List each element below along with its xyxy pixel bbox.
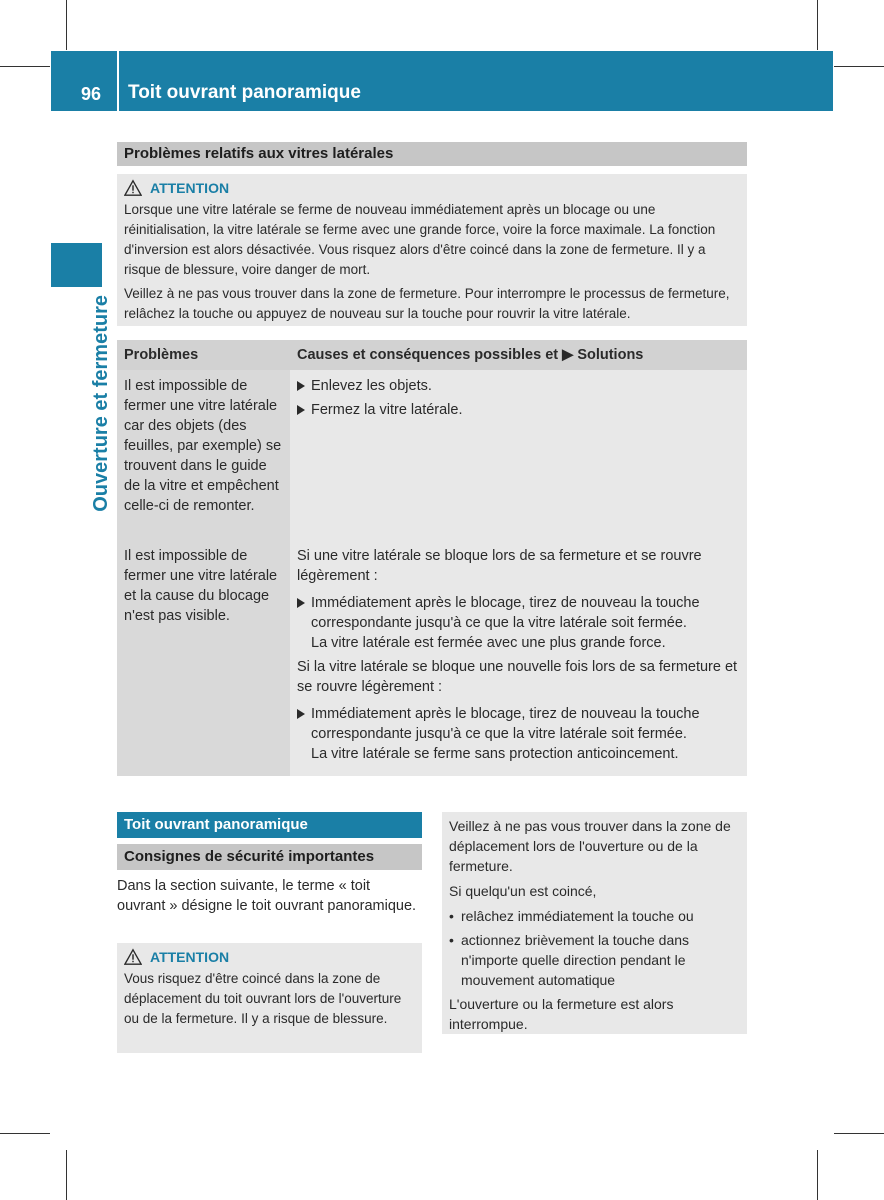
instruction-paragraph: L'ouverture ou la fermeture est alors interrompue. [449, 996, 674, 1032]
table-cell-solution [290, 370, 747, 540]
warning-paragraph: Veillez à ne pas vous trouver dans la zone de fermeture. Pour interrompre le processus de fermeture, relâchez la touche ou appuyez de nouveau sur la touche pour rouvrir la vitre latérale. [124, 286, 730, 321]
crop-mark [817, 0, 818, 50]
problems-table [117, 340, 747, 776]
crop-mark [66, 1150, 67, 1200]
table-cell-problem: Il est impossible de fermer une vitre latérale et la cause du blocage n'est pas visible. [117, 540, 290, 776]
warning-title [124, 947, 415, 967]
section-heading-side-windows: Problèmes relatifs aux vitres latérales [117, 142, 747, 166]
warning-paragraph: Lorsque une vitre latérale se ferme de nouveau immédiatement après un blocage ou une réinitialisation, la vitre latérale se ferme avec une grande force, voire la force maximale. La fonction d'inversion est alors désactivée. Vous risquez alors d'être coincé dans la zone de fermeture. Il y a risque de blessure, voire danger de mort. [124, 202, 716, 277]
instruction-paragraph: Veillez à ne pas vous trouver dans la zone de déplacement lors de l'ouverture ou de la fermeture. [449, 818, 731, 874]
safety-instructions-box [442, 812, 747, 1034]
bullet-icon: • [449, 932, 454, 948]
step-text: Enlevez les objets. [311, 378, 432, 394]
warning-title-text: ATTENTION [150, 180, 230, 196]
table-row [117, 540, 747, 776]
table-row [117, 370, 747, 540]
crop-mark [66, 0, 67, 50]
warning-box [117, 943, 422, 1053]
crop-mark [817, 1150, 818, 1200]
section-heading-sunroof: Toit ouvrant panoramique [117, 812, 422, 838]
step-arrow-icon [297, 709, 305, 719]
step-instruction: Immédiatement après le blocage, tirez de nouveau la touche correspondante jusqu'à ce que la vitre latérale soit fermée. [311, 595, 700, 631]
crop-mark [0, 66, 50, 67]
list-item [449, 906, 740, 926]
solution-step [297, 400, 740, 420]
step-instruction: Immédiatement après le blocage, tirez de nouveau la touche correspondante jusqu'à ce que la vitre latérale soit fermée. [311, 706, 700, 742]
solution-intro: Si la vitre latérale se bloque une nouvelle fois lors de sa fermeture et se rouvre légèrement : [297, 659, 738, 695]
instruction-paragraph: Si quelqu'un est coincé, [449, 883, 597, 899]
chapter-label: Ouverture et fermeture [90, 295, 112, 512]
table-header-problems: Problèmes [117, 340, 290, 370]
step-arrow-icon [297, 598, 305, 608]
table-header-causes: Causes et conséquences possibles et ▶ Solutions [290, 340, 747, 370]
page-header [51, 51, 833, 111]
crop-mark [834, 1133, 884, 1134]
solution-step [297, 593, 740, 653]
warning-box [117, 174, 747, 326]
subsection-heading-safety: Consignes de sécurité importantes [117, 844, 422, 870]
step-arrow-icon [297, 381, 305, 391]
page-title: Toit ouvrant panoramique [128, 82, 361, 103]
step-text [311, 704, 740, 764]
warning-title-text: ATTENTION [150, 949, 230, 965]
warning-triangle-icon [124, 179, 142, 197]
solution-step [297, 704, 740, 764]
list-item-text: actionnez brièvement la touche dans n'importe quelle direction pendant le mouvement automatique [461, 932, 690, 988]
step-text: Fermez la vitre latérale. [311, 402, 463, 418]
page-number: 96 [81, 84, 102, 104]
bullet-icon: • [449, 908, 454, 924]
step-text [311, 593, 740, 653]
warning-paragraph: Vous risquez d'être coincé dans la zone de déplacement du toit ouvrant lors de l'ouverture ou de la fermeture. Il y a risque de blessure. [124, 971, 402, 1026]
table-cell-problem: Il est impossible de fermer une vitre latérale car des objets (des feuilles, par exemple) se trouvent dans le guide de la vitre et empêchent celle-ci de remonter. [117, 370, 290, 540]
warning-triangle-icon [124, 948, 142, 966]
solution-step [297, 376, 740, 396]
crop-mark [834, 66, 884, 67]
header-divider [117, 51, 119, 111]
list-item [449, 930, 740, 990]
intro-paragraph: Dans la section suivante, le terme « toit ouvrant » désigne le toit ouvrant panoramique. [117, 878, 417, 914]
crop-mark [0, 1133, 50, 1134]
chapter-tab-marker [51, 243, 102, 287]
list-item-text: relâchez immédiatement la touche ou [461, 908, 694, 924]
step-arrow-icon [297, 405, 305, 415]
step-result: La vitre latérale est fermée avec une plus grande force. [311, 635, 666, 651]
warning-title [124, 178, 740, 198]
table-cell-solution [290, 540, 747, 776]
solution-intro: Si une vitre latérale se bloque lors de sa fermeture et se rouvre légèrement : [297, 548, 702, 584]
table-header-row [117, 340, 747, 370]
step-result: La vitre latérale se ferme sans protection anticoincement. [311, 746, 679, 762]
